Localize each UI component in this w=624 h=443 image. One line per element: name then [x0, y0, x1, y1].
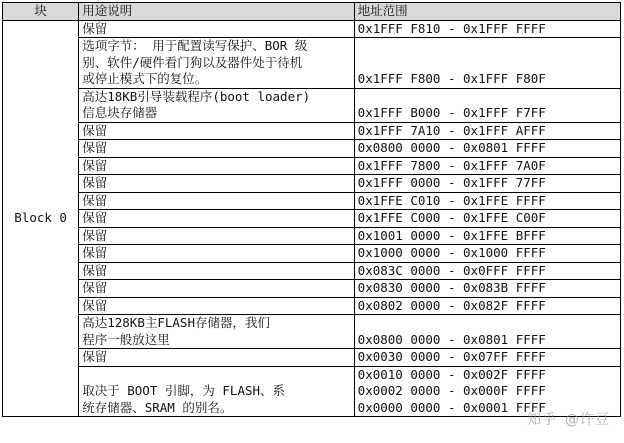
use-line: 保留: [82, 20, 108, 36]
use-line: 选项字节： 用于配置读写保护、BOR 级: [82, 38, 308, 53]
address-line: 0x083C 0000 - 0x0FFF FFFF: [357, 262, 546, 278]
address-line: 0x0000 0000 - 0x0001 FFFF: [357, 399, 546, 415]
table-row: [3, 122, 621, 140]
address-line: 0x1FFE C010 - 0x1FFE FFFF: [357, 192, 546, 208]
address-line: 0x1FFE C000 - 0x1FFE C00F: [357, 210, 546, 225]
use-cell: [79, 315, 354, 349]
table-row: [3, 297, 621, 315]
use-line: 信息块存储器: [82, 105, 158, 120]
use-line: 保留: [82, 262, 108, 278]
table-row: [3, 140, 621, 158]
address-line: 0x1FFF F810 - 0x1FFF FFFF: [357, 20, 546, 36]
header-use: 用途说明: [79, 3, 354, 21]
address-line: 0x0010 0000 - 0x002F FFFF: [357, 366, 546, 382]
address-line: 0x0830 0000 - 0x083B FFFF: [357, 280, 546, 295]
table-row: [3, 192, 621, 210]
use-cell: [79, 210, 354, 228]
address-cell: [354, 349, 620, 367]
use-cell: [79, 38, 354, 89]
address-line: 0x0002 0000 - 0x000F FFFF: [357, 383, 546, 398]
address-line: 0x1001 0000 - 0x1FFE BFFF: [357, 227, 546, 243]
address-cell: [354, 175, 620, 193]
table-header-row: [3, 3, 621, 21]
table-row: [3, 349, 621, 367]
address-cell: [354, 122, 620, 140]
use-line: 取决于 BOOT 引脚，为 FLASH、系: [82, 383, 286, 398]
address-cell: [354, 157, 620, 175]
use-line: 保留: [82, 245, 108, 260]
use-line: 保留: [82, 297, 108, 313]
address-cell: [354, 245, 620, 263]
use-cell: [79, 140, 354, 158]
use-line: 保留: [82, 210, 108, 225]
use-cell: [79, 280, 354, 298]
use-line: 保留: [82, 175, 108, 190]
address-cell: [354, 140, 620, 158]
watermark-site: 知乎: [527, 412, 557, 428]
use-line: 高达128KB主FLASH存储器，我们: [82, 315, 270, 330]
address-line: 0x1000 0000 - 0x1000 FFFF: [357, 245, 546, 260]
use-cell: [79, 262, 354, 280]
table-row: [3, 157, 621, 175]
address-cell: [354, 280, 620, 298]
table-row: [3, 227, 621, 245]
use-line: 程序一般放这里: [82, 331, 170, 347]
block-cell: Block 0: [3, 20, 79, 417]
use-cell: [79, 175, 354, 193]
address-cell: [354, 38, 620, 89]
address-line: 0x1FFF 0000 - 0x1FFF 77FF: [357, 175, 546, 190]
address-cell: [354, 227, 620, 245]
watermark-author: @许豆: [565, 412, 610, 428]
use-cell: [79, 245, 354, 263]
header-block: 块: [3, 3, 79, 21]
use-cell: [79, 366, 354, 417]
address-cell: [354, 210, 620, 228]
use-line: 高达18KB引导装载程序(boot loader): [82, 88, 311, 104]
use-line: 保留: [82, 227, 108, 243]
table-row: [3, 245, 621, 263]
use-cell: [79, 227, 354, 245]
watermark: [527, 409, 610, 429]
use-line: 保留: [82, 122, 108, 138]
address-line: 0x1FFF 7A10 - 0x1FFF AFFF: [357, 122, 546, 138]
address-cell: [354, 315, 620, 349]
use-cell: [79, 122, 354, 140]
address-cell: [354, 297, 620, 315]
use-cell: [79, 20, 354, 38]
use-cell: [79, 192, 354, 210]
table-row: [3, 315, 621, 349]
use-line: 统存储器、SRAM 的别名。: [82, 399, 233, 415]
address-line: 0x1FFF B000 - 0x1FFF F7FF: [357, 105, 546, 120]
address-cell: [354, 88, 620, 122]
table-row: [3, 175, 621, 193]
address-line: 0x0800 0000 - 0x0801 FFFF: [357, 331, 546, 347]
use-line: 保留: [82, 280, 108, 295]
use-cell: [79, 157, 354, 175]
address-cell: [354, 192, 620, 210]
address-line: 0x0802 0000 - 0x082F FFFF: [357, 297, 546, 313]
use-line: 保留: [82, 349, 108, 364]
table-row: [3, 280, 621, 298]
use-line: 或停止模式下的复位。: [82, 71, 208, 86]
use-line: 别、软件/硬件看门狗以及器件处于待机: [82, 54, 303, 70]
table-row: [3, 88, 621, 122]
table-row: [3, 20, 621, 38]
address-line: 0x0030 0000 - 0x07FF FFFF: [357, 349, 546, 364]
memory-map-table: [2, 2, 621, 417]
use-cell: [79, 88, 354, 122]
address-line: 0x0800 0000 - 0x0801 FFFF: [357, 140, 546, 155]
address-line: 0x1FFF 7800 - 0x1FFF 7A0F: [357, 157, 546, 173]
table-row: [3, 210, 621, 228]
use-line: 保留: [82, 192, 108, 208]
address-cell: [354, 20, 620, 38]
address-line: 0x1FFF F800 - 0x1FFF F80F: [357, 71, 546, 86]
header-address: 地址范围: [354, 3, 620, 21]
use-cell: [79, 297, 354, 315]
use-line: 保留: [82, 140, 108, 155]
address-cell: [354, 262, 620, 280]
use-line: 保留: [82, 157, 108, 173]
table-row: [3, 262, 621, 280]
table-row: [3, 38, 621, 89]
use-cell: [79, 349, 354, 367]
